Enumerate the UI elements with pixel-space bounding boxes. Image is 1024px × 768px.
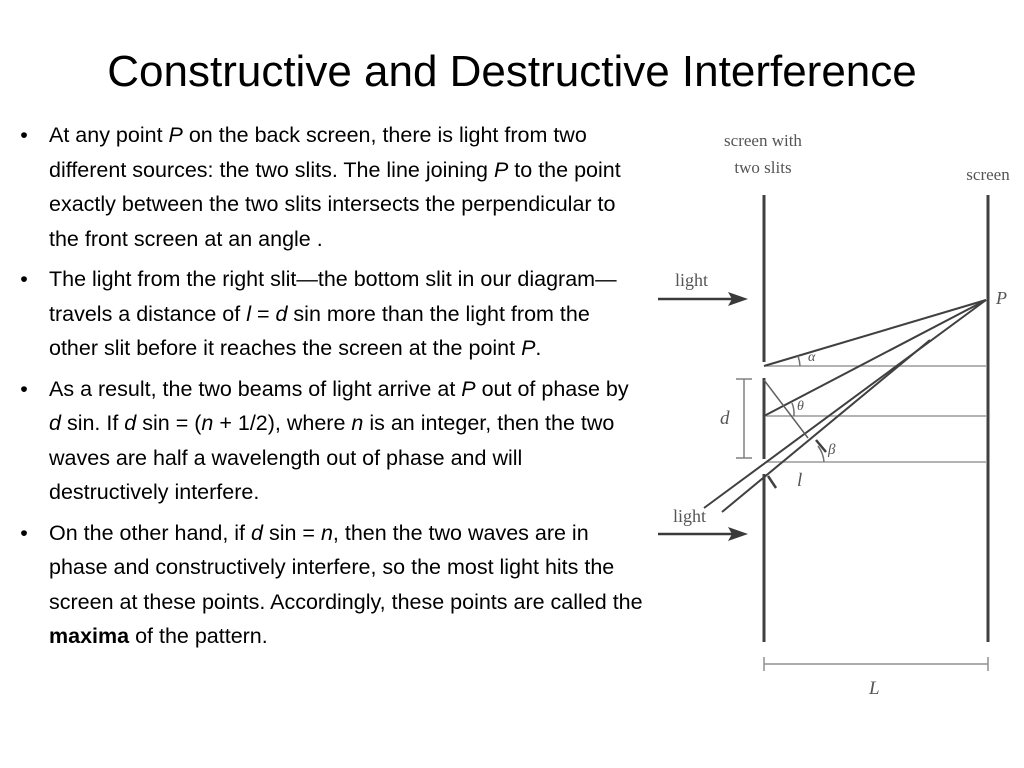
bullet-item: [14, 372, 644, 510]
bullet-text-run: d: [49, 411, 61, 435]
slit-screen-label-line1: screen with: [724, 131, 802, 150]
bullet-text-run: d: [275, 301, 288, 326]
back-screen-label: screen: [966, 165, 1010, 184]
bullet-text-run: to the point exactly between the two slits intersects the perpendicular to the front screen at an angle .: [49, 157, 621, 251]
bullet-marker: •: [20, 267, 28, 291]
ray-top-slit: [764, 300, 986, 366]
bullet-text-run: P: [493, 157, 509, 182]
d-label: d: [720, 408, 730, 429]
bullet-text-run: n: [201, 411, 214, 435]
light-label-bottom: light: [673, 506, 707, 526]
bullet-text-run: sin =: [262, 520, 321, 545]
alpha-arc: [798, 356, 800, 366]
bullet-text-run: is an integer, then the two waves are half a wavelength out of phase and will destructively interfere.: [49, 411, 615, 504]
bullet-text-run: on the back screen, there is light from two different sources: the two slits. The line joining: [49, 123, 587, 182]
bullet-text-run: On the other hand, if: [49, 520, 251, 545]
light-label-top: light: [675, 270, 709, 290]
alpha-label: α: [808, 350, 816, 365]
bullet-marker: •: [20, 520, 28, 545]
bullet-item: [14, 118, 644, 256]
L-label: L: [869, 678, 880, 699]
bullet-text-run: sin more than the light from the other slit before it reaches the screen at the point: [49, 301, 590, 360]
bullet-text-run: of the pattern.: [129, 624, 268, 648]
bullet-text-run: , then the two waves are in phase and constructively interfere, so the most light hits the screen at these points. Accordingly, these points are called the: [49, 520, 643, 614]
bullet-text-run: d: [124, 411, 137, 435]
bullet-text-run: P: [461, 376, 476, 401]
bullet-item: [14, 262, 644, 366]
slide-title: Constructive and Destructive Interference: [107, 47, 917, 96]
theta-label: θ: [797, 399, 804, 414]
double-slit-diagram: [650, 118, 1024, 738]
bullet-text-run: d: [251, 520, 263, 545]
bullet-text-run: sin = (: [136, 411, 202, 435]
slit-screen-label-line2: two slits: [734, 158, 792, 177]
bullet-item: [14, 516, 644, 654]
beta-label: β: [828, 442, 836, 458]
bullet-text-run: As a result, the two beams of light arrive at: [49, 376, 462, 401]
bullet-text-run: .: [535, 336, 542, 360]
bullet-text-run: n: [351, 411, 364, 435]
l-tick-bottom: [768, 476, 776, 488]
bullet-text-run: n: [320, 520, 333, 545]
bullet-text-run: P: [168, 123, 183, 147]
point-P-label: P: [996, 288, 1007, 308]
bullet-text-run: At any point: [49, 123, 169, 147]
bullet-text-run: maxima: [49, 624, 130, 648]
l-label: l: [797, 470, 803, 491]
bullet-marker: •: [20, 376, 28, 401]
ray-bottom-slit: [704, 300, 986, 508]
bullet-text-run: out of phase by: [475, 376, 629, 401]
bullet-text-run: =: [250, 301, 276, 326]
theta-arc: [792, 403, 794, 416]
bullet-list: [14, 118, 644, 660]
bullet-text-run: + 1/2), where: [213, 411, 352, 435]
bullet-text-run: The light from the right slit—the bottom slit in our diagram—travels a distance of: [49, 267, 617, 326]
bullet-text-run: l: [246, 301, 251, 326]
bullet-text-run: P: [521, 336, 536, 360]
bullet-text-run: sin. If: [60, 411, 125, 435]
bullet-marker: •: [20, 123, 28, 147]
